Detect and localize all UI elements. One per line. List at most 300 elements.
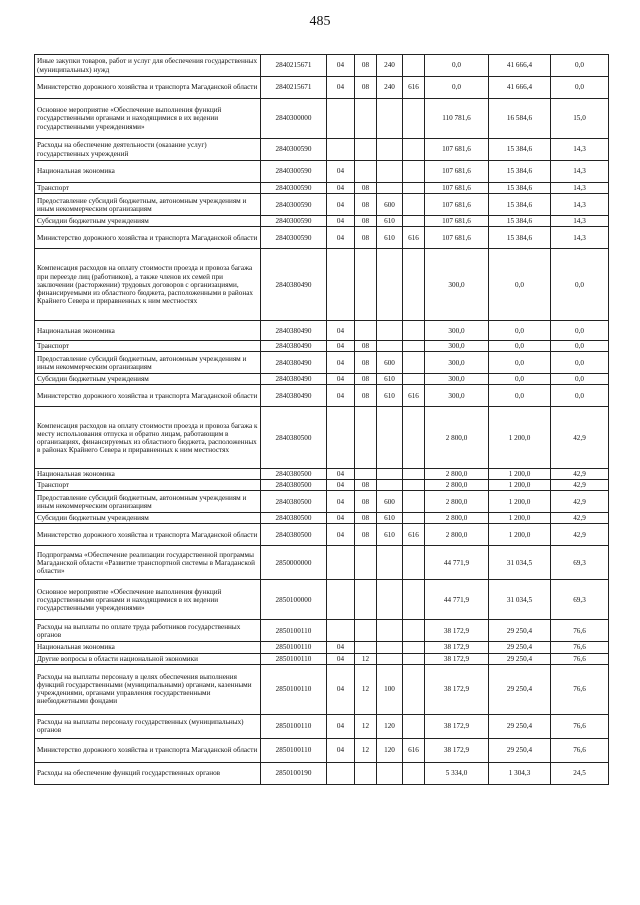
row-fact-cell: 0,0 xyxy=(489,249,551,321)
row-section-cell xyxy=(327,546,355,580)
row-plan-cell: 300,0 xyxy=(425,321,489,341)
row-administrator-cell xyxy=(403,161,425,183)
row-section-cell: 04 xyxy=(327,524,355,546)
row-percent-cell: 0,0 xyxy=(551,352,609,374)
row-section-cell: 04 xyxy=(327,216,355,227)
row-administrator-cell xyxy=(403,352,425,374)
row-expense-type-cell xyxy=(377,139,403,161)
row-plan-cell: 110 781,6 xyxy=(425,99,489,139)
row-plan-cell: 38 172,9 xyxy=(425,664,489,714)
row-percent-cell: 76,6 xyxy=(551,642,609,653)
row-name-cell: Национальная экономика xyxy=(35,642,261,653)
row-name-cell: Транспорт xyxy=(35,341,261,352)
row-subsection-cell xyxy=(355,620,377,642)
row-plan-cell: 300,0 xyxy=(425,374,489,385)
row-fact-cell: 1 200,0 xyxy=(489,513,551,524)
table-row xyxy=(35,139,609,161)
row-subsection-cell: 08 xyxy=(355,55,377,77)
row-fact-cell: 29 250,4 xyxy=(489,642,551,653)
row-target-article-cell: 2840380490 xyxy=(261,374,327,385)
row-percent-cell: 0,0 xyxy=(551,374,609,385)
row-subsection-cell: 08 xyxy=(355,77,377,99)
row-fact-cell: 1 200,0 xyxy=(489,524,551,546)
row-fact-cell: 29 250,4 xyxy=(489,738,551,762)
row-percent-cell: 14,3 xyxy=(551,161,609,183)
row-administrator-cell xyxy=(403,491,425,513)
row-expense-type-cell xyxy=(377,99,403,139)
row-target-article-cell: 2840380500 xyxy=(261,480,327,491)
row-percent-cell: 14,3 xyxy=(551,194,609,216)
row-section-cell: 04 xyxy=(327,321,355,341)
row-subsection-cell: 12 xyxy=(355,738,377,762)
row-subsection-cell xyxy=(355,161,377,183)
row-plan-cell: 38 172,9 xyxy=(425,738,489,762)
row-fact-cell: 15 384,6 xyxy=(489,194,551,216)
row-expense-type-cell xyxy=(377,321,403,341)
row-name-cell: Национальная экономика xyxy=(35,161,261,183)
row-name-cell: Национальная экономика xyxy=(35,469,261,480)
row-expense-type-cell: 600 xyxy=(377,352,403,374)
row-name-cell: Предоставление субсидий бюджетным, автономным учреждениям и иным некоммерческим организациям xyxy=(35,352,261,374)
row-expense-type-cell xyxy=(377,642,403,653)
row-fact-cell: 41 666,4 xyxy=(489,77,551,99)
row-plan-cell: 5 334,0 xyxy=(425,762,489,784)
row-subsection-cell xyxy=(355,407,377,469)
row-section-cell: 04 xyxy=(327,738,355,762)
row-target-article-cell: 2850100110 xyxy=(261,620,327,642)
table-row xyxy=(35,407,609,469)
row-percent-cell: 14,3 xyxy=(551,216,609,227)
row-administrator-cell: 616 xyxy=(403,77,425,99)
row-expense-type-cell xyxy=(377,653,403,664)
row-percent-cell: 69,3 xyxy=(551,580,609,620)
row-name-cell: Расходы на выплаты персоналу в целях обеспечения выполнения функций государственными (муниципальными) органами, казенными учреждениями, органами управления государственными внебюджетными фондами xyxy=(35,664,261,714)
row-administrator-cell: 616 xyxy=(403,227,425,249)
row-subsection-cell: 08 xyxy=(355,513,377,524)
table-row xyxy=(35,183,609,194)
row-expense-type-cell xyxy=(377,407,403,469)
row-target-article-cell: 2840380500 xyxy=(261,513,327,524)
row-section-cell: 04 xyxy=(327,77,355,99)
row-name-cell: Министерство дорожного хозяйства и транспорта Магаданской области xyxy=(35,524,261,546)
row-plan-cell: 300,0 xyxy=(425,352,489,374)
row-fact-cell: 1 200,0 xyxy=(489,491,551,513)
row-percent-cell: 14,3 xyxy=(551,183,609,194)
row-fact-cell: 0,0 xyxy=(489,374,551,385)
row-expense-type-cell xyxy=(377,249,403,321)
row-name-cell: Расходы на обеспечение функций государственных органов xyxy=(35,762,261,784)
row-plan-cell: 38 172,9 xyxy=(425,714,489,738)
row-expense-type-cell: 240 xyxy=(377,77,403,99)
row-percent-cell: 76,6 xyxy=(551,714,609,738)
row-target-article-cell: 2840300590 xyxy=(261,216,327,227)
row-name-cell: Компенсация расходов на оплату стоимости проезда и провоза багажа к месту использования отпуска и обратно лицам, работающим в организациях, финансируемых из областного бюджета, расположенных в районах Крайнего Севера и приравненных к ним местностях xyxy=(35,407,261,469)
row-expense-type-cell xyxy=(377,620,403,642)
row-subsection-cell xyxy=(355,580,377,620)
row-subsection-cell: 12 xyxy=(355,714,377,738)
row-plan-cell: 300,0 xyxy=(425,341,489,352)
row-subsection-cell: 08 xyxy=(355,491,377,513)
row-percent-cell: 0,0 xyxy=(551,249,609,321)
table-row xyxy=(35,664,609,714)
row-subsection-cell: 08 xyxy=(355,227,377,249)
row-fact-cell: 31 034,5 xyxy=(489,580,551,620)
row-section-cell xyxy=(327,762,355,784)
row-name-cell: Субсидии бюджетным учреждениям xyxy=(35,513,261,524)
row-fact-cell: 0,0 xyxy=(489,341,551,352)
row-subsection-cell: 08 xyxy=(355,374,377,385)
row-target-article-cell: 2840380490 xyxy=(261,321,327,341)
row-expense-type-cell: 600 xyxy=(377,194,403,216)
row-administrator-cell xyxy=(403,139,425,161)
row-expense-type-cell: 610 xyxy=(377,385,403,407)
row-name-cell: Расходы на выплаты по оплате труда работников государственных органов xyxy=(35,620,261,642)
row-plan-cell: 107 681,6 xyxy=(425,183,489,194)
row-section-cell: 04 xyxy=(327,341,355,352)
table-row xyxy=(35,216,609,227)
budget-table xyxy=(34,54,609,785)
row-target-article-cell: 2840380490 xyxy=(261,352,327,374)
row-administrator-cell xyxy=(403,407,425,469)
row-administrator-cell xyxy=(403,620,425,642)
row-plan-cell: 2 800,0 xyxy=(425,480,489,491)
table-row xyxy=(35,513,609,524)
row-fact-cell: 31 034,5 xyxy=(489,546,551,580)
row-target-article-cell: 2850100110 xyxy=(261,642,327,653)
row-percent-cell: 42,9 xyxy=(551,524,609,546)
row-fact-cell: 29 250,4 xyxy=(489,653,551,664)
table-row xyxy=(35,714,609,738)
row-expense-type-cell xyxy=(377,762,403,784)
row-expense-type-cell xyxy=(377,161,403,183)
row-target-article-cell: 2850100110 xyxy=(261,664,327,714)
row-name-cell: Субсидии бюджетным учреждениям xyxy=(35,216,261,227)
row-name-cell: Подпрограмма «Обеспечение реализации государственной программы Магаданской области «Развитие транспортной системы в Магаданской области» xyxy=(35,546,261,580)
row-section-cell: 04 xyxy=(327,513,355,524)
row-subsection-cell: 08 xyxy=(355,385,377,407)
row-subsection-cell xyxy=(355,469,377,480)
table-row xyxy=(35,374,609,385)
row-fact-cell: 0,0 xyxy=(489,321,551,341)
row-target-article-cell: 2840380500 xyxy=(261,469,327,480)
row-fact-cell: 1 200,0 xyxy=(489,469,551,480)
row-plan-cell: 0,0 xyxy=(425,55,489,77)
row-percent-cell: 0,0 xyxy=(551,341,609,352)
row-subsection-cell xyxy=(355,321,377,341)
row-target-article-cell: 2840215671 xyxy=(261,55,327,77)
row-percent-cell: 0,0 xyxy=(551,55,609,77)
row-administrator-cell: 616 xyxy=(403,524,425,546)
row-section-cell xyxy=(327,249,355,321)
row-expense-type-cell: 610 xyxy=(377,216,403,227)
row-administrator-cell xyxy=(403,714,425,738)
row-plan-cell: 2 800,0 xyxy=(425,524,489,546)
row-subsection-cell xyxy=(355,546,377,580)
row-expense-type-cell: 120 xyxy=(377,714,403,738)
table-row xyxy=(35,99,609,139)
table-row xyxy=(35,524,609,546)
row-fact-cell: 41 666,4 xyxy=(489,55,551,77)
row-percent-cell: 0,0 xyxy=(551,385,609,407)
row-name-cell: Расходы на обеспечение деятельности (оказание услуг) государственных учреждений xyxy=(35,139,261,161)
row-name-cell: Министерство дорожного хозяйства и транспорта Магаданской области xyxy=(35,77,261,99)
row-percent-cell: 69,3 xyxy=(551,546,609,580)
row-subsection-cell xyxy=(355,139,377,161)
row-administrator-cell xyxy=(403,249,425,321)
row-expense-type-cell: 610 xyxy=(377,524,403,546)
row-administrator-cell xyxy=(403,546,425,580)
row-section-cell: 04 xyxy=(327,374,355,385)
row-target-article-cell: 2850100000 xyxy=(261,580,327,620)
row-administrator-cell xyxy=(403,664,425,714)
row-target-article-cell: 2840380490 xyxy=(261,385,327,407)
table-row xyxy=(35,620,609,642)
row-percent-cell: 76,6 xyxy=(551,620,609,642)
row-plan-cell: 2 800,0 xyxy=(425,407,489,469)
row-name-cell: Субсидии бюджетным учреждениям xyxy=(35,374,261,385)
row-fact-cell: 29 250,4 xyxy=(489,664,551,714)
table-row xyxy=(35,762,609,784)
table-row xyxy=(35,55,609,77)
row-plan-cell: 107 681,6 xyxy=(425,161,489,183)
row-target-article-cell: 2850100110 xyxy=(261,738,327,762)
row-percent-cell: 15,0 xyxy=(551,99,609,139)
row-percent-cell: 42,9 xyxy=(551,480,609,491)
row-target-article-cell: 2840380500 xyxy=(261,491,327,513)
row-administrator-cell xyxy=(403,341,425,352)
row-plan-cell: 38 172,9 xyxy=(425,642,489,653)
table-row xyxy=(35,738,609,762)
row-plan-cell: 107 681,6 xyxy=(425,139,489,161)
row-subsection-cell: 08 xyxy=(355,480,377,491)
table-row xyxy=(35,385,609,407)
row-expense-type-cell xyxy=(377,580,403,620)
row-percent-cell: 76,6 xyxy=(551,738,609,762)
table-row xyxy=(35,580,609,620)
table-row xyxy=(35,249,609,321)
row-expense-type-cell xyxy=(377,546,403,580)
row-expense-type-cell: 610 xyxy=(377,374,403,385)
row-subsection-cell: 12 xyxy=(355,664,377,714)
row-section-cell: 04 xyxy=(327,642,355,653)
table-row xyxy=(35,469,609,480)
row-section-cell: 04 xyxy=(327,469,355,480)
row-plan-cell: 2 800,0 xyxy=(425,513,489,524)
row-expense-type-cell: 610 xyxy=(377,227,403,249)
row-administrator-cell xyxy=(403,194,425,216)
row-section-cell xyxy=(327,139,355,161)
row-percent-cell: 0,0 xyxy=(551,77,609,99)
row-subsection-cell: 08 xyxy=(355,183,377,194)
row-target-article-cell: 2840300000 xyxy=(261,99,327,139)
row-percent-cell: 42,9 xyxy=(551,407,609,469)
row-name-cell: Расходы на выплаты персоналу государственных (муниципальных) органов xyxy=(35,714,261,738)
row-target-article-cell: 2840380500 xyxy=(261,524,327,546)
row-section-cell: 04 xyxy=(327,194,355,216)
row-fact-cell: 15 384,6 xyxy=(489,227,551,249)
row-expense-type-cell xyxy=(377,341,403,352)
row-expense-type-cell xyxy=(377,480,403,491)
row-name-cell: Транспорт xyxy=(35,183,261,194)
row-subsection-cell: 08 xyxy=(355,216,377,227)
row-plan-cell: 107 681,6 xyxy=(425,194,489,216)
row-name-cell: Министерство дорожного хозяйства и транспорта Магаданской области xyxy=(35,385,261,407)
row-subsection-cell xyxy=(355,249,377,321)
row-expense-type-cell: 100 xyxy=(377,664,403,714)
row-plan-cell: 107 681,6 xyxy=(425,227,489,249)
row-name-cell: Иные закупки товаров, работ и услуг для обеспечения государственных (муниципальных) нужд xyxy=(35,55,261,77)
row-plan-cell: 2 800,0 xyxy=(425,469,489,480)
row-fact-cell: 1 200,0 xyxy=(489,480,551,491)
row-plan-cell: 44 771,9 xyxy=(425,546,489,580)
row-name-cell: Предоставление субсидий бюджетным, автономным учреждениям и иным некоммерческим организациям xyxy=(35,491,261,513)
row-subsection-cell: 08 xyxy=(355,194,377,216)
page-number: 485 xyxy=(309,14,331,29)
row-target-article-cell: 2850100110 xyxy=(261,653,327,664)
row-name-cell: Другие вопросы в области национальной экономики xyxy=(35,653,261,664)
row-section-cell: 04 xyxy=(327,352,355,374)
row-plan-cell: 300,0 xyxy=(425,385,489,407)
table-row xyxy=(35,352,609,374)
row-target-article-cell: 2850000000 xyxy=(261,546,327,580)
row-fact-cell: 15 384,6 xyxy=(489,216,551,227)
row-target-article-cell: 2840380490 xyxy=(261,341,327,352)
row-expense-type-cell xyxy=(377,469,403,480)
row-percent-cell: 76,6 xyxy=(551,653,609,664)
row-percent-cell: 42,9 xyxy=(551,469,609,480)
row-subsection-cell xyxy=(355,642,377,653)
row-name-cell: Транспорт xyxy=(35,480,261,491)
row-administrator-cell xyxy=(403,513,425,524)
row-percent-cell: 76,6 xyxy=(551,664,609,714)
row-expense-type-cell: 240 xyxy=(377,55,403,77)
row-administrator-cell: 616 xyxy=(403,738,425,762)
row-subsection-cell: 08 xyxy=(355,352,377,374)
row-plan-cell: 44 771,9 xyxy=(425,580,489,620)
row-subsection-cell: 08 xyxy=(355,524,377,546)
table-row xyxy=(35,491,609,513)
row-percent-cell: 14,3 xyxy=(551,227,609,249)
row-administrator-cell xyxy=(403,99,425,139)
row-name-cell: Национальная экономика xyxy=(35,321,261,341)
row-percent-cell: 24,5 xyxy=(551,762,609,784)
row-section-cell: 04 xyxy=(327,480,355,491)
row-plan-cell: 38 172,9 xyxy=(425,653,489,664)
row-fact-cell: 15 384,6 xyxy=(489,161,551,183)
row-section-cell: 04 xyxy=(327,161,355,183)
table-row xyxy=(35,161,609,183)
row-fact-cell: 1 200,0 xyxy=(489,407,551,469)
row-section-cell xyxy=(327,99,355,139)
table-row xyxy=(35,546,609,580)
row-name-cell: Компенсация расходов на оплату стоимости проезда и провоза багажа при переезде лиц (работников), а также членов их семей при заключении (расторжении) трудовых договоров с организациями, финансируемыми из областного бюджета, расположенными в районах Крайнего Севера и приравненных к ним местностях xyxy=(35,249,261,321)
row-section-cell xyxy=(327,580,355,620)
row-plan-cell: 38 172,9 xyxy=(425,620,489,642)
row-subsection-cell xyxy=(355,762,377,784)
row-section-cell: 04 xyxy=(327,55,355,77)
row-percent-cell: 0,0 xyxy=(551,321,609,341)
row-name-cell: Основное мероприятие «Обеспечение выполнения функций государственными органами и находящимися в их ведении государственными учреждениями» xyxy=(35,580,261,620)
row-section-cell: 04 xyxy=(327,491,355,513)
row-name-cell: Министерство дорожного хозяйства и транспорта Магаданской области xyxy=(35,738,261,762)
row-section-cell: 04 xyxy=(327,385,355,407)
row-percent-cell: 42,9 xyxy=(551,491,609,513)
row-subsection-cell: 12 xyxy=(355,653,377,664)
table-row xyxy=(35,653,609,664)
row-fact-cell: 1 304,3 xyxy=(489,762,551,784)
row-plan-cell: 107 681,6 xyxy=(425,216,489,227)
row-target-article-cell: 2840300590 xyxy=(261,227,327,249)
row-administrator-cell: 616 xyxy=(403,385,425,407)
row-section-cell: 04 xyxy=(327,183,355,194)
row-section-cell: 04 xyxy=(327,714,355,738)
row-percent-cell: 42,9 xyxy=(551,513,609,524)
row-section-cell xyxy=(327,620,355,642)
row-section-cell xyxy=(327,407,355,469)
row-target-article-cell: 2850100110 xyxy=(261,714,327,738)
row-target-article-cell: 2840215671 xyxy=(261,77,327,99)
table-row xyxy=(35,341,609,352)
table-row xyxy=(35,227,609,249)
row-fact-cell: 0,0 xyxy=(489,385,551,407)
row-fact-cell: 16 584,6 xyxy=(489,99,551,139)
row-fact-cell: 29 250,4 xyxy=(489,620,551,642)
row-administrator-cell xyxy=(403,321,425,341)
row-administrator-cell xyxy=(403,183,425,194)
row-administrator-cell xyxy=(403,480,425,491)
row-section-cell: 04 xyxy=(327,653,355,664)
row-administrator-cell xyxy=(403,762,425,784)
row-administrator-cell xyxy=(403,653,425,664)
row-administrator-cell xyxy=(403,216,425,227)
row-fact-cell: 15 384,6 xyxy=(489,139,551,161)
row-name-cell: Основное мероприятие «Обеспечение выполнения функций государственными органами и находящимися в их ведении государственными учреждениями» xyxy=(35,99,261,139)
row-administrator-cell xyxy=(403,580,425,620)
table-row xyxy=(35,194,609,216)
row-target-article-cell: 2840380490 xyxy=(261,249,327,321)
table-row xyxy=(35,321,609,341)
row-administrator-cell xyxy=(403,642,425,653)
row-plan-cell: 2 800,0 xyxy=(425,491,489,513)
row-administrator-cell xyxy=(403,469,425,480)
row-section-cell: 04 xyxy=(327,664,355,714)
row-plan-cell: 0,0 xyxy=(425,77,489,99)
row-fact-cell: 29 250,4 xyxy=(489,714,551,738)
row-expense-type-cell: 610 xyxy=(377,513,403,524)
row-expense-type-cell xyxy=(377,183,403,194)
row-subsection-cell xyxy=(355,99,377,139)
row-administrator-cell xyxy=(403,55,425,77)
row-fact-cell: 15 384,6 xyxy=(489,183,551,194)
row-section-cell: 04 xyxy=(327,227,355,249)
row-fact-cell: 0,0 xyxy=(489,352,551,374)
row-target-article-cell: 2840300590 xyxy=(261,139,327,161)
row-subsection-cell: 08 xyxy=(355,341,377,352)
row-target-article-cell: 2840380500 xyxy=(261,407,327,469)
row-target-article-cell: 2850100190 xyxy=(261,762,327,784)
row-administrator-cell xyxy=(403,374,425,385)
row-percent-cell: 14,3 xyxy=(551,139,609,161)
row-plan-cell: 300,0 xyxy=(425,249,489,321)
row-name-cell: Министерство дорожного хозяйства и транспорта Магаданской области xyxy=(35,227,261,249)
row-target-article-cell: 2840300590 xyxy=(261,161,327,183)
table-row xyxy=(35,77,609,99)
row-name-cell: Предоставление субсидий бюджетным, автономным учреждениям и иным некоммерческим организациям xyxy=(35,194,261,216)
row-expense-type-cell: 120 xyxy=(377,738,403,762)
row-target-article-cell: 2840300590 xyxy=(261,194,327,216)
row-expense-type-cell: 600 xyxy=(377,491,403,513)
table-row xyxy=(35,642,609,653)
